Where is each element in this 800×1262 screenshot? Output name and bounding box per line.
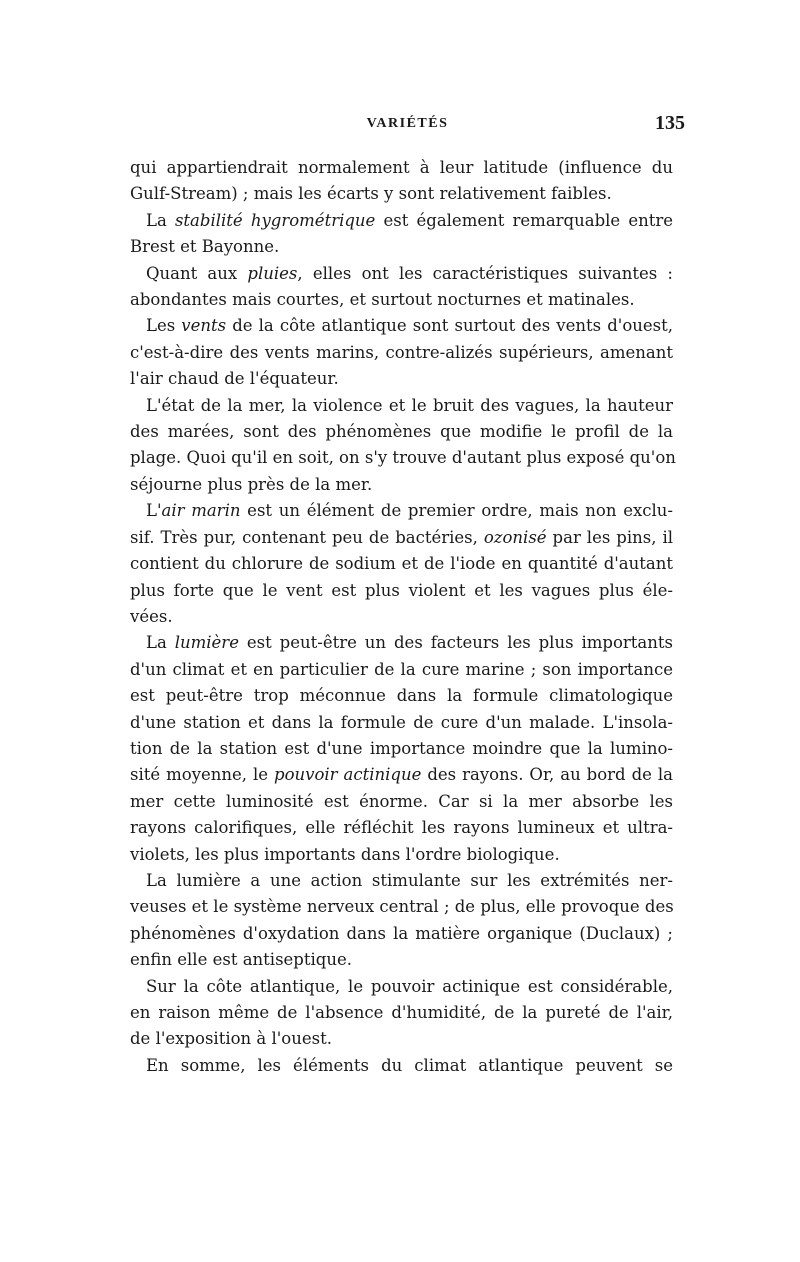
text-line: La stabilité hygrométrique est également remarquable entre	[146, 210, 673, 230]
text-line: de l'exposition à l'ouest.	[130, 1029, 332, 1049]
text-line: est peut-être trop méconnue dans la formule climatologique	[130, 686, 673, 706]
text-line: des marées, sont des phénomènes que modifie le profil de la	[130, 422, 673, 442]
text-line: sité moyenne, le pouvoir actinique des rayons. Or, au bord de la	[130, 765, 673, 785]
page-number: 135	[655, 112, 685, 134]
text-line: La lumière est peut-être un des facteurs les plus importants	[146, 633, 673, 653]
text-line: Sur la côte atlantique, le pouvoir actinique est considérable,	[146, 976, 673, 996]
text-line: tion de la station est d'une importance moindre que la lumino-	[130, 738, 673, 758]
text-line: Gulf-Stream) ; mais les écarts y sont relativement faibles.	[130, 184, 612, 204]
running-head: VARIÉTÉS	[366, 116, 449, 131]
text-line: d'un climat et en particulier de la cure marine ; son importance	[130, 659, 673, 679]
text-line: d'une station et dans la formule de cure d'un malade. L'insola-	[130, 712, 673, 732]
body-text	[130, 155, 676, 1079]
text-line: La lumière a une action stimulante sur les extrémités ner-	[146, 870, 673, 890]
text-line: veuses et le système nerveux central ; de plus, elle provoque des	[130, 897, 674, 917]
text-line: Quant aux pluies, elles ont les caractéristiques suivantes :	[146, 263, 673, 283]
text-line: enfin elle est antiseptique.	[130, 950, 352, 970]
text-line: vées.	[130, 606, 173, 626]
text-line: rayons calorifiques, elle réfléchit les rayons lumineux et ultra-	[130, 818, 673, 838]
text-line: c'est-à-dire des vents marins, contre-alizés supérieurs, amenant	[130, 342, 673, 362]
text-line: phénomènes d'oxydation dans la matière organique (Duclaux) ;	[130, 923, 673, 943]
text-line: plus forte que le vent est plus violent et les vagues plus éle-	[130, 580, 673, 600]
text-line: Les vents de la côte atlantique sont surtout des vents d'ouest,	[146, 316, 673, 336]
text-line: L'état de la mer, la violence et le bruit des vagues, la hauteur	[146, 395, 673, 415]
text-line: plage. Quoi qu'il en soit, on s'y trouve d'autant plus exposé qu'on	[130, 448, 676, 468]
text-line: contient du chlorure de sodium et de l'iode en quantité d'autant	[130, 554, 673, 574]
text-line: mer cette luminosité est énorme. Car si la mer absorbe les	[130, 791, 673, 811]
text-line: l'air chaud de l'équateur.	[130, 369, 339, 389]
text-line: qui appartiendrait normalement à leur latitude (influence du	[130, 158, 673, 177]
text-line: en raison même de l'absence d'humidité, de la pureté de l'air,	[130, 1003, 673, 1022]
text-line: sif. Très pur, contenant peu de bactéries, ozonisé par les pins, il	[130, 527, 673, 547]
text-line: séjourne plus près de la mer.	[130, 474, 373, 494]
text-line: L'air marin est un élément de premier ordre, mais non exclu-	[146, 501, 673, 521]
text-line: En somme, les éléments du climat atlantique peuvent se	[146, 1055, 673, 1075]
text-line: abondantes mais courtes, et surtout nocturnes et matinales.	[130, 290, 635, 310]
text-line: Brest et Bayonne.	[130, 237, 280, 257]
page-header	[130, 112, 685, 142]
text-line: violets, les plus importants dans l'ordre biologique.	[130, 844, 560, 864]
